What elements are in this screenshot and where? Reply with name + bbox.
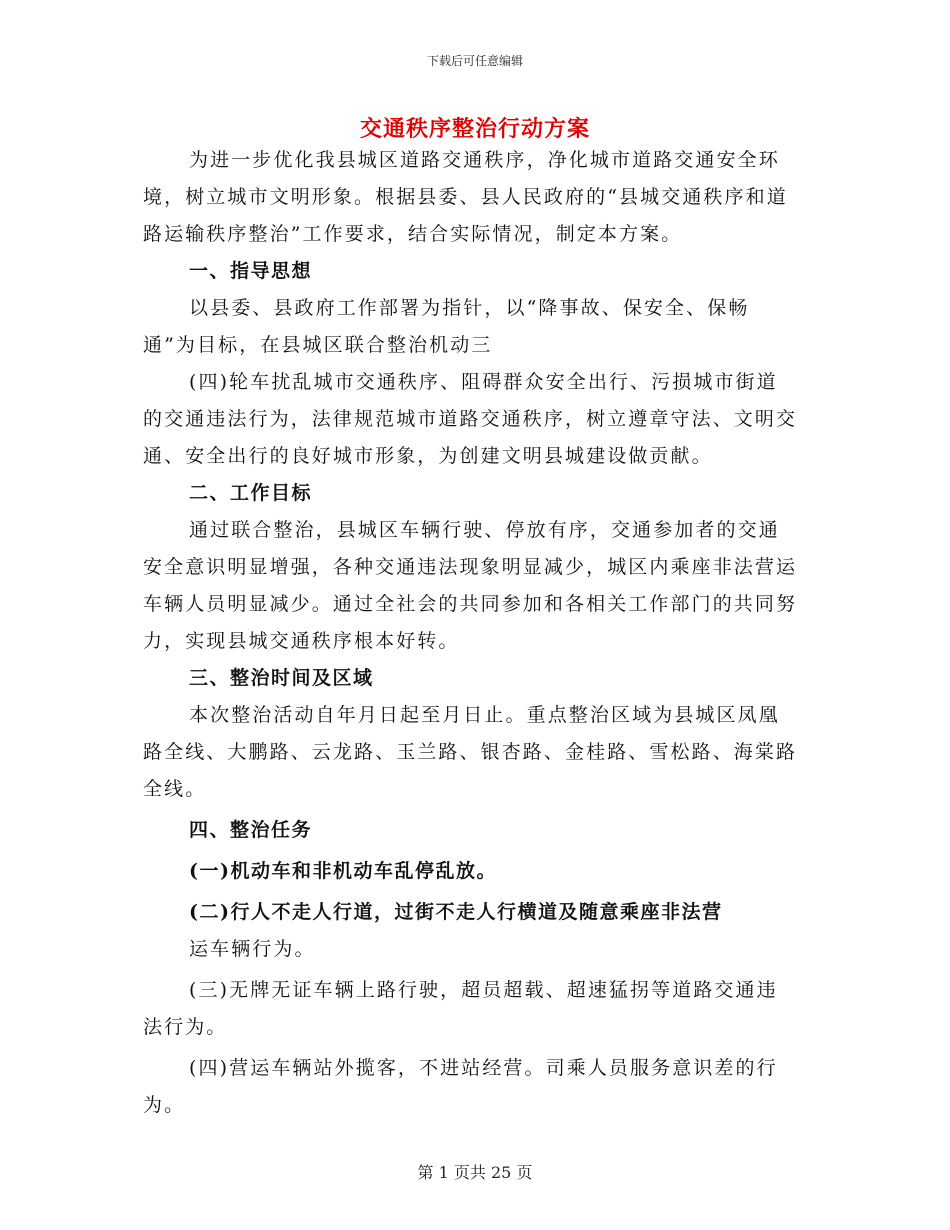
task-item-2: (二)行人不走人行道，过街不走人行横道及随意乘座非法营	[189, 901, 723, 923]
page-footer-number: 第 1 页共 25 页	[417, 1163, 533, 1182]
task-item-4: (四)营运车辆站外揽客，不进站经营。司乘人员服务意识差的行为。	[143, 1057, 778, 1116]
section-4-heading: 四、整治任务	[189, 819, 313, 841]
section-2-paragraph: 通过联合整治，县城区车辆行驶、停放有序，交通参加者的交通安全意识明显增强，各种交通违法现象明显减少，城区内乘座非法营运车辆人员明显减少。通过全社会的共同参加和各相关工作部门的共同努力，实现县城交通秩序根本好转。	[143, 519, 798, 652]
document-title: 交通秩序整治行动方案	[359, 116, 590, 142]
task-item-2-continuation: 运车辆行为。	[189, 938, 316, 960]
intro-paragraph: 为进一步优化我县城区道路交通秩序，净化城市道路交通安全环境，树立城市文明形象。根据县委、县人民政府的“县城交通秩序和道路运输秩序整治”工作要求，结合实际情况，制定本方案。	[143, 149, 788, 245]
task-item-1: (一)机动车和非机动车乱停乱放。	[189, 860, 497, 882]
document-body	[143, 142, 798, 1124]
page-header-note: 下载后可任意编辑	[426, 54, 523, 68]
section-3-paragraph: 本次整治活动自年月日起至月日止。重点整治区域为县城区凤凰路全线、大鹏路、云龙路、玉兰路、银杏路、金桂路、雪松路、海棠路全线。	[143, 704, 798, 800]
section-2-heading: 二、工作目标	[189, 482, 313, 504]
section-1-heading: 一、指导思想	[189, 260, 313, 282]
section-1-paragraph-2-start: (四)轮车扰乱城市交通秩序、阻碍群众安全出行、污损城市街道的交通违法行为，法律规范城市道路交通秩序，树立遵章守法、文明交通、安全出行的良好城市形象，为创建文明县城建设做贡献。	[143, 371, 798, 467]
section-1-paragraph-1: 以县委、县政府工作部署为指针，以“降事故、保安全、保畅通”为目标，在县城区联合整治机动三	[143, 297, 750, 356]
section-3-heading: 三、整治时间及区域	[189, 667, 374, 689]
task-item-3: (三)无牌无证车辆上路行驶，超员超载、超速猛拐等道路交通违法行为。	[143, 979, 778, 1038]
